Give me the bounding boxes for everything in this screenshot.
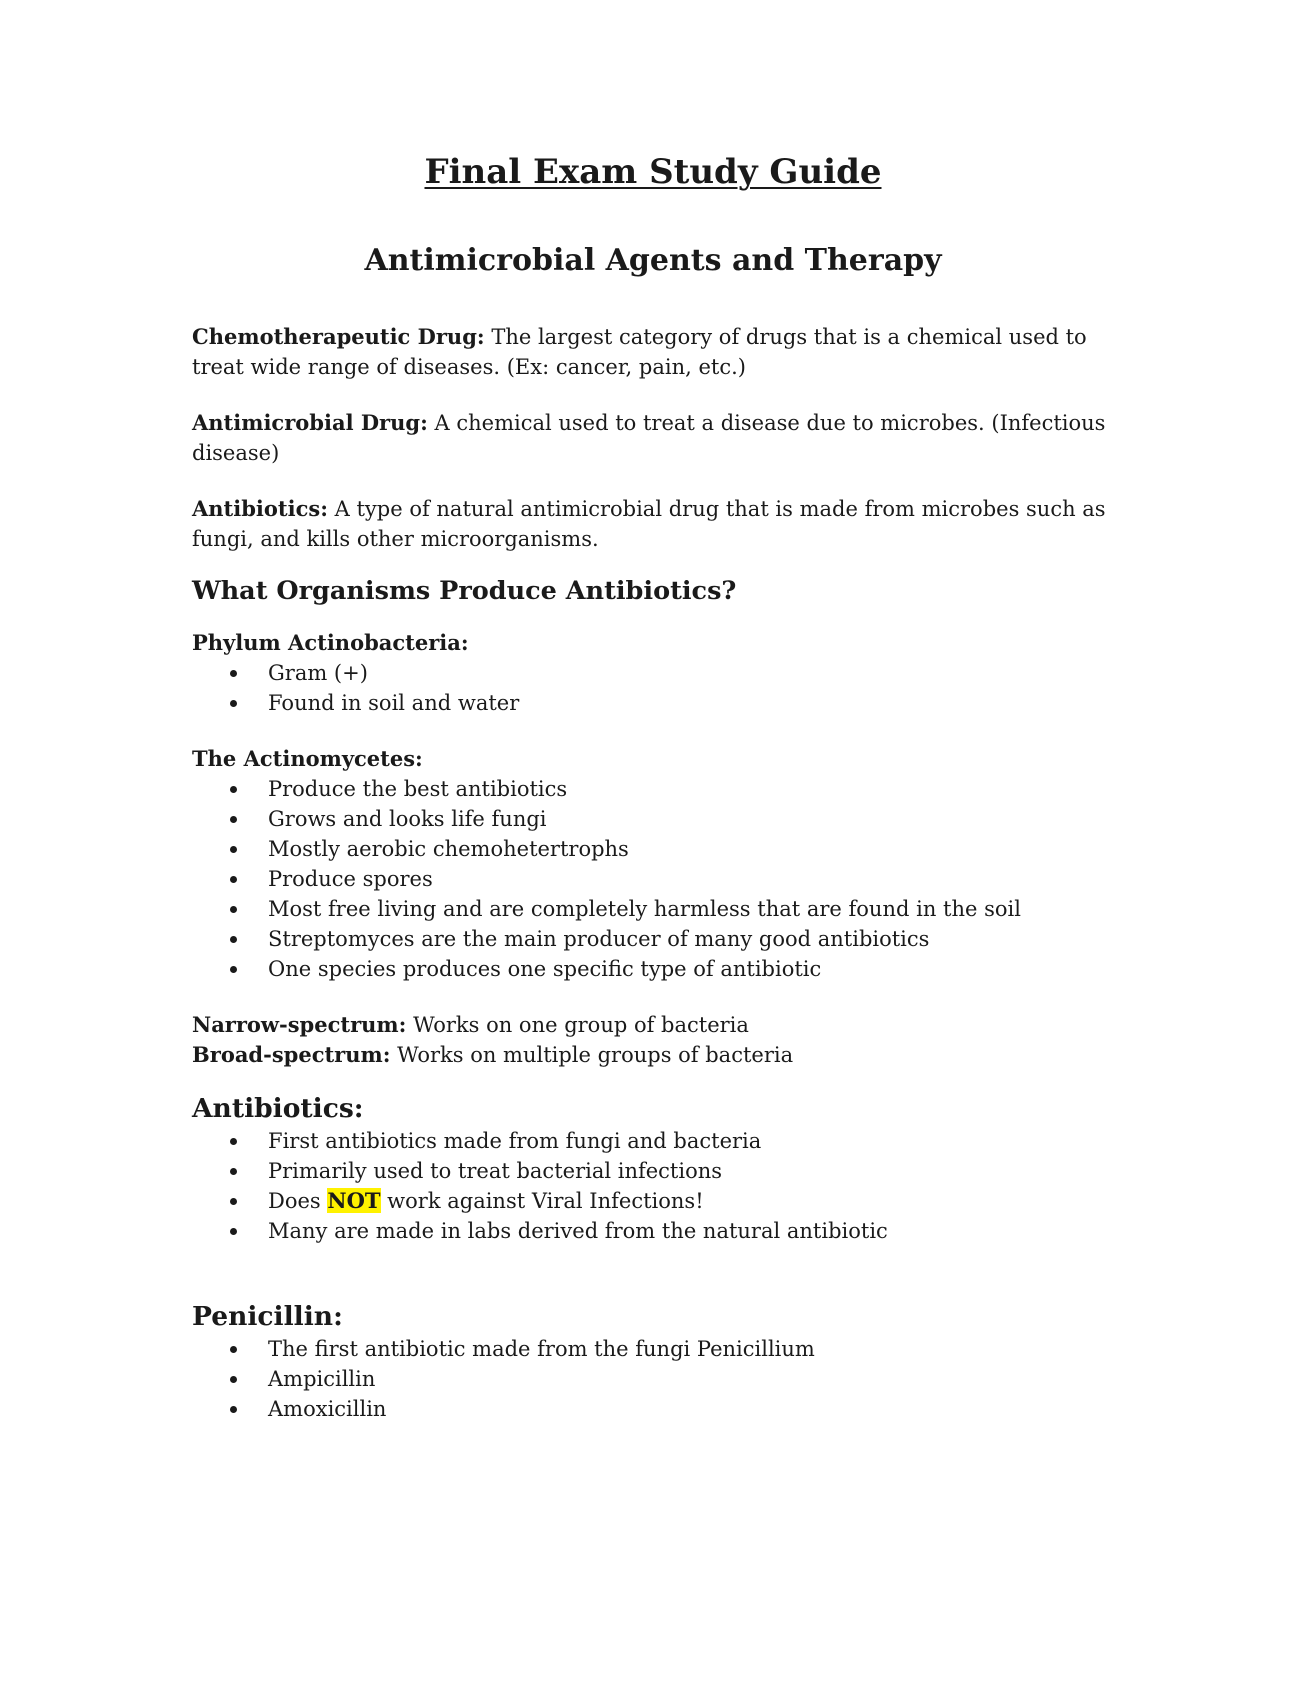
page-title	[0, 152, 1306, 192]
definition-term: Narrow-spectrum:	[192, 1012, 407, 1037]
bullet-icon	[230, 1198, 237, 1205]
definition-text: Works on one group of bacteria	[406, 1013, 749, 1037]
bullet-icon	[230, 1346, 237, 1353]
definition-chemotherapeutic-drug	[192, 322, 1122, 382]
subheading-actinobacteria: Phylum Actinobacteria:	[192, 630, 469, 655]
list-item: Many are made in labs derived from the natural antibiotic	[192, 1216, 1122, 1246]
definition-text: A chemical used to treat a disease due to microbes. (Infectious disease)	[192, 411, 1106, 465]
list-actinomycetes	[192, 774, 1122, 984]
document-body	[192, 322, 1122, 1424]
definition-narrow-spectrum	[192, 1010, 1122, 1040]
list-item: Amoxicillin	[192, 1394, 1122, 1424]
bullet-icon	[230, 1376, 237, 1383]
list-item: Grows and looks life fungi	[192, 804, 1122, 834]
definition-text: A type of natural antimicrobial drug that is made from microbes such as fungi, and kills other microorganisms.	[192, 497, 1106, 551]
definition-term: Chemotherapeutic Drug:	[192, 324, 485, 349]
list-item: Primarily used to treat bacterial infections	[192, 1156, 1122, 1186]
bullet-icon	[230, 876, 237, 883]
list-item: Ampicillin	[192, 1364, 1122, 1394]
bullet-icon	[230, 1168, 237, 1175]
list-item: Mostly aerobic chemohetertrophs	[192, 834, 1122, 864]
bullet-icon	[230, 700, 237, 707]
section-heading-antibiotics: Antibiotics:	[192, 1093, 364, 1124]
bullet-icon	[230, 966, 237, 973]
page-title-text: Final Exam Study Guide	[424, 152, 882, 192]
list-item: Most free living and are completely harmless that are found in the soil	[192, 894, 1122, 924]
page-subtitle: Antimicrobial Agents and Therapy	[364, 243, 942, 278]
bullet-icon	[230, 1406, 237, 1413]
list-item: Streptomyces are the main producer of many good antibiotics	[192, 924, 1122, 954]
list-item: Gram (+)	[192, 658, 1122, 688]
bullet-icon	[230, 1138, 237, 1145]
definition-antimicrobial-drug	[192, 408, 1122, 468]
bullet-icon	[230, 936, 237, 943]
section-heading-organisms: What Organisms Produce Antibiotics?	[192, 576, 737, 606]
list-item: Does NOT work against Viral Infections!	[192, 1186, 1122, 1216]
highlighted-text: NOT	[327, 1188, 381, 1213]
definition-term: Antibiotics:	[192, 496, 328, 521]
bullet-icon	[230, 786, 237, 793]
bullet-icon	[230, 906, 237, 913]
list-item: Found in soil and water	[192, 688, 1122, 718]
list-penicillin	[192, 1334, 1122, 1424]
list-antibiotics	[192, 1126, 1122, 1246]
definition-antibiotics	[192, 494, 1122, 554]
subheading-actinomycetes: The Actinomycetes:	[192, 746, 423, 771]
definition-broad-spectrum	[192, 1040, 1122, 1070]
list-item: First antibiotics made from fungi and bacteria	[192, 1126, 1122, 1156]
definition-text: The largest category of drugs that is a chemical used to treat wide range of diseases. (Ex: cancer, pain, etc.)	[192, 325, 1087, 379]
list-item: Produce spores	[192, 864, 1122, 894]
bullet-icon	[230, 670, 237, 677]
definition-text: Works on multiple groups of bacteria	[390, 1043, 794, 1067]
definition-term: Antimicrobial Drug:	[192, 410, 428, 435]
bullet-icon	[230, 1228, 237, 1235]
bullet-icon	[230, 846, 237, 853]
definition-term: Broad-spectrum:	[192, 1042, 391, 1067]
list-item: Produce the best antibiotics	[192, 774, 1122, 804]
section-heading-penicillin: Penicillin:	[192, 1301, 343, 1332]
bullet-icon	[230, 816, 237, 823]
list-item: The first antibiotic made from the fungi Penicillium	[192, 1334, 1122, 1364]
list-item: One species produces one specific type of antibiotic	[192, 954, 1122, 984]
list-actinobacteria	[192, 658, 1122, 718]
